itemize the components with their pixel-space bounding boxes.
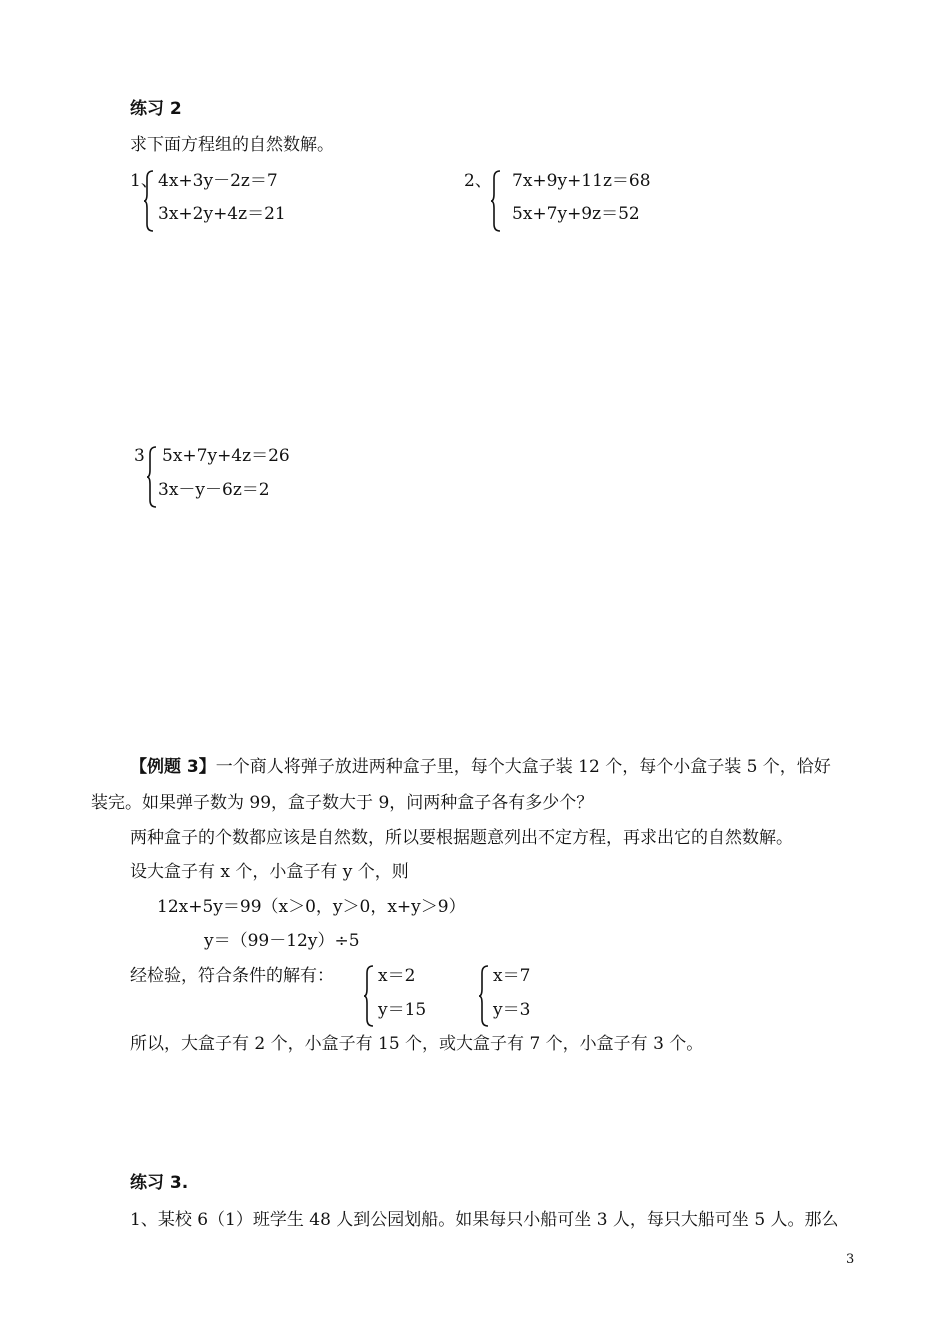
brace-icon bbox=[146, 446, 158, 508]
example3-text: 一个商人将弹子放进两种盒子里，每个大盒子装 12 个，每个小盒子装 5 个，恰好 bbox=[215, 757, 831, 777]
solution1-y: y＝15 bbox=[378, 1000, 427, 1020]
practice3-question1: 1、某校 6（1）班学生 48 人到公园划船。如果每只小船可坐 3 人，每只大船可坐 5 人。那么 bbox=[130, 1210, 839, 1230]
problem2-eq1: 7x+9y+11z＝68 bbox=[512, 171, 651, 191]
check-label: 经检验，符合条件的解有： bbox=[130, 966, 334, 986]
problem3-label: 3 bbox=[134, 446, 145, 466]
problem1-label: 1、 bbox=[130, 171, 158, 191]
solution2-x: x＝7 bbox=[493, 966, 531, 986]
example3-tag: 【例题 3】 bbox=[130, 757, 216, 777]
practice2-heading: 练习 2 bbox=[130, 99, 182, 119]
solution2-y: y＝3 bbox=[493, 1000, 531, 1020]
example3-line3: 两种盒子的个数都应该是自然数，所以要根据题意列出不定方程，再求出它的自然数解。 bbox=[130, 828, 793, 848]
problem2-label: 2、 bbox=[464, 171, 492, 191]
page-number: 3 bbox=[846, 1252, 855, 1267]
brace-icon bbox=[490, 170, 502, 232]
problem3-eq1: 5x+7y+4z＝26 bbox=[162, 446, 290, 466]
example3-equation: 12x+5y＝99（x＞0，y＞0，x+y＞9） bbox=[157, 897, 466, 917]
brace-icon bbox=[363, 965, 375, 1027]
practice2-instruction: 求下面方程组的自然数解。 bbox=[130, 135, 334, 155]
example3-conclusion: 所以，大盒子有 2 个，小盒子有 15 个，或大盒子有 7 个，小盒子有 3 个。 bbox=[130, 1034, 704, 1054]
example3-line2: 装完。如果弹子数为 99，盒子数大于 9，问两种盒子各有多少个？ bbox=[91, 793, 594, 813]
example3-line1 bbox=[130, 757, 831, 777]
problem1-eq1: 4x+3y－2z＝7 bbox=[158, 171, 278, 191]
brace-icon bbox=[143, 170, 155, 232]
problem2-eq2: 5x+7y+9z＝52 bbox=[512, 204, 640, 224]
example3-y-expression: y＝（99－12y）÷5 bbox=[204, 931, 360, 951]
practice3-heading: 练习 3. bbox=[130, 1173, 189, 1193]
problem1-eq2: 3x+2y+4z＝21 bbox=[158, 204, 286, 224]
solution1-x: x＝2 bbox=[378, 966, 416, 986]
brace-icon bbox=[478, 965, 490, 1027]
example3-line4: 设大盒子有 x 个，小盒子有 y 个，则 bbox=[130, 862, 409, 882]
problem3-eq2: 3x－y－6z＝2 bbox=[158, 480, 270, 500]
